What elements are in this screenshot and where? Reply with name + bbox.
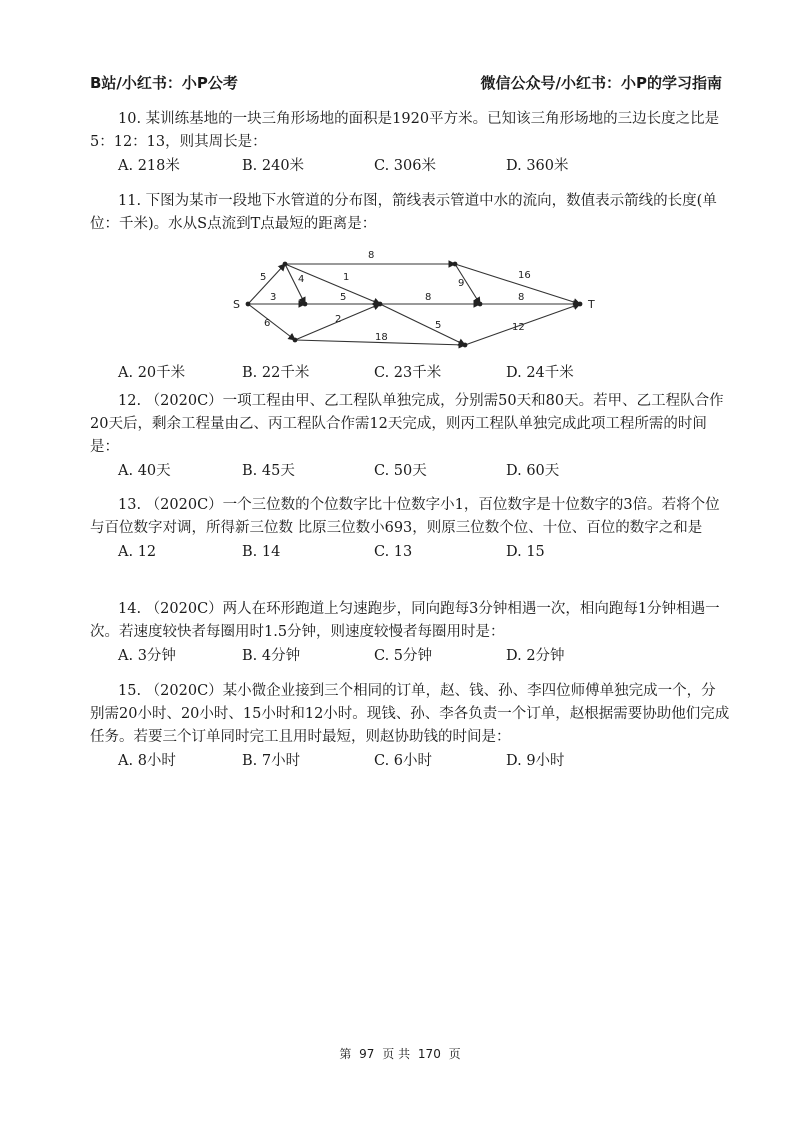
edge-d-g — [380, 304, 465, 345]
edge-s-a — [248, 264, 285, 304]
header-right: 微信公众号/小红书：小P的学习指南 — [480, 74, 722, 92]
footer-suffix: 页 — [448, 1047, 461, 1061]
edge-label: 5 — [340, 292, 347, 303]
question-text: 10. 某训练基地的一块三角形场地的面积是1920平方米。已知该三角形场地的三边长度之比是5：12：13，则其周长是： — [90, 111, 720, 150]
option-c: C. 13 — [374, 544, 413, 560]
edge-s-c — [248, 304, 295, 340]
footer-middle: 页 共 — [382, 1047, 411, 1061]
node-b — [303, 302, 308, 307]
edge-label: 3 — [270, 292, 277, 303]
node-label-s: S — [233, 298, 240, 311]
option-a: A. 8小时 — [118, 753, 176, 769]
edge-label: 6 — [264, 318, 271, 329]
page-number: 97 — [359, 1047, 375, 1061]
edge-label: 2 — [335, 314, 342, 325]
node-e — [453, 262, 458, 267]
node-g — [463, 343, 468, 348]
options — [90, 750, 730, 773]
option-a: A. 3分钟 — [118, 648, 176, 664]
option-d: D. 2分钟 — [506, 648, 565, 664]
edge-label: 5 — [435, 320, 442, 331]
option-b: B. 45天 — [242, 463, 295, 479]
option-b: B. 7小时 — [242, 753, 301, 769]
option-b: B. 22千米 — [242, 365, 310, 381]
option-d: D. 9小时 — [506, 753, 565, 769]
node-s — [246, 302, 251, 307]
node-d — [378, 302, 383, 307]
question-text: 13. （2020C）一个三位数的个位数字比十位数字小1，百位数字是十位数字的3倍。若将个位与百位数字对调，所得新三位数 比原三位数小693，则原三位数个位、十位、百位的数字之和是 — [90, 497, 720, 536]
edge-label: 1 — [343, 272, 350, 283]
question-15 — [90, 680, 730, 773]
pipe-network-diagram — [90, 240, 730, 360]
option-b: B. 4分钟 — [242, 648, 301, 664]
question-11 — [90, 190, 730, 385]
option-d: D. 360米 — [506, 158, 569, 174]
option-c: C. 6小时 — [374, 753, 433, 769]
edge-label: 8 — [425, 292, 432, 303]
question-14 — [90, 598, 730, 668]
options — [90, 541, 730, 564]
question-10 — [90, 108, 730, 178]
network-svg — [230, 240, 630, 358]
question-text: 12. （2020C）一项工程由甲、乙工程队单独完成，分别需50天和80天。若甲、乙工程队合作20天后，剩余工程量由乙、丙工程队合作需12天完成，则丙工程队单独完成此项工程所需的时间是： — [90, 393, 724, 455]
header-left: B站/小红书：小P公考 — [90, 74, 238, 92]
question-13 — [90, 494, 730, 564]
edge-label: 9 — [458, 278, 465, 289]
option-a: A. 20千米 — [118, 365, 186, 381]
footer-prefix: 第 — [339, 1047, 352, 1061]
page-footer — [0, 1045, 800, 1062]
edge-label: 4 — [298, 274, 305, 285]
option-a: A. 12 — [118, 544, 157, 560]
page-total: 170 — [417, 1047, 441, 1061]
option-b: B. 240米 — [242, 158, 305, 174]
option-d: D. 15 — [506, 544, 545, 560]
option-c: C. 50天 — [374, 463, 427, 479]
question-text: 14. （2020C）两人在环形跑道上匀速跑步，同向跑每3分钟相遇一次，相向跑每1分钟相遇一次。若速度较快者每圈用时1.5分钟，则速度较慢者每圈用时是： — [90, 601, 720, 640]
option-c: C. 306米 — [374, 158, 436, 174]
edge-label: 16 — [518, 270, 531, 281]
options — [90, 645, 730, 668]
edge-label: 18 — [375, 332, 388, 343]
node-t — [578, 302, 583, 307]
option-d: D. 60天 — [506, 463, 560, 479]
option-c: C. 23千米 — [374, 365, 442, 381]
edge-label: 5 — [260, 272, 267, 283]
question-text: 11. 下图为某市一段地下水管道的分布图，箭线表示管道中水的流向，数值表示箭线的长度(单位：千米)。水从S点流到T点最短的距离是： — [90, 193, 717, 232]
node-a — [283, 262, 288, 267]
question-text: 15. （2020C）某小微企业接到三个相同的订单，赵、钱、孙、李四位师傅单独完成一个，分别需20小时、20小时、15小时和12小时。现钱、孙、李各负责一个订单，赵根据需要协助他们完成任务。若要三个订单同时完工且用时最短，则赵协助钱的时间是： — [90, 683, 730, 745]
edge-label: 8 — [518, 292, 525, 303]
option-a: A. 218米 — [118, 158, 180, 174]
options — [90, 460, 730, 483]
edge-label: 8 — [368, 250, 375, 261]
options — [90, 362, 730, 385]
options — [90, 155, 730, 178]
node-label-t: T — [588, 298, 595, 311]
edge-label: 12 — [512, 322, 525, 333]
option-b: B. 14 — [242, 544, 281, 560]
option-a: A. 40天 — [118, 463, 171, 479]
node-f — [478, 302, 483, 307]
question-12 — [90, 390, 730, 483]
option-d: D. 24千米 — [506, 365, 574, 381]
option-c: C. 5分钟 — [374, 648, 433, 664]
node-c — [293, 338, 298, 343]
